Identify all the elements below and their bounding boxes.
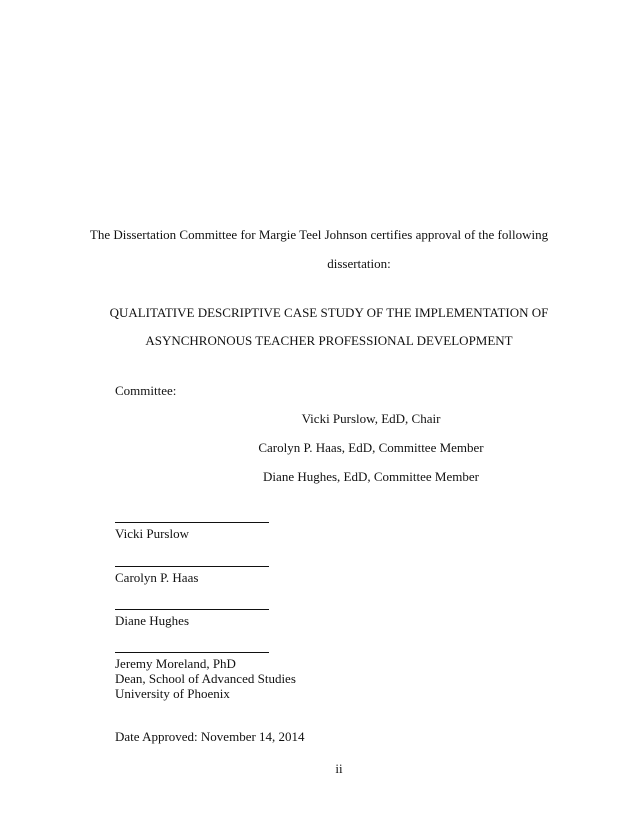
signature-line-4	[115, 652, 269, 653]
signature-line-3	[115, 609, 269, 610]
dissertation-title-line-2: ASYNCHRONOUS TEACHER PROFESSIONAL DEVELOPMENT	[145, 333, 513, 348]
page-number: ii	[335, 761, 343, 776]
date-approved: Date Approved: November 14, 2014	[115, 729, 305, 744]
committee-member-3: Diane Hughes, EdD, Committee Member	[263, 469, 479, 484]
certification-line-1: The Dissertation Committee for Margie Teel Johnson certifies approval of the following	[89, 227, 549, 242]
committee-heading: Committee:	[115, 383, 177, 398]
university-name: University of Phoenix	[115, 686, 230, 701]
signature-name-2: Carolyn P. Haas	[115, 570, 199, 585]
signature-name-1: Vicki Purslow	[115, 526, 189, 541]
certification-line-2: dissertation:	[327, 256, 391, 271]
dissertation-title-line-1: QUALITATIVE DESCRIPTIVE CASE STUDY OF THE IMPLEMENTATION OF	[109, 305, 549, 320]
committee-member-chair: Vicki Purslow, EdD, Chair	[301, 411, 441, 426]
signature-name-3: Diane Hughes	[115, 613, 190, 628]
committee-member-2: Carolyn P. Haas, EdD, Committee Member	[258, 440, 484, 455]
signature-line-1	[115, 522, 269, 523]
dean-name: Jeremy Moreland, PhD	[115, 656, 236, 671]
signature-line-2	[115, 566, 269, 567]
dean-title: Dean, School of Advanced Studies	[115, 671, 296, 686]
